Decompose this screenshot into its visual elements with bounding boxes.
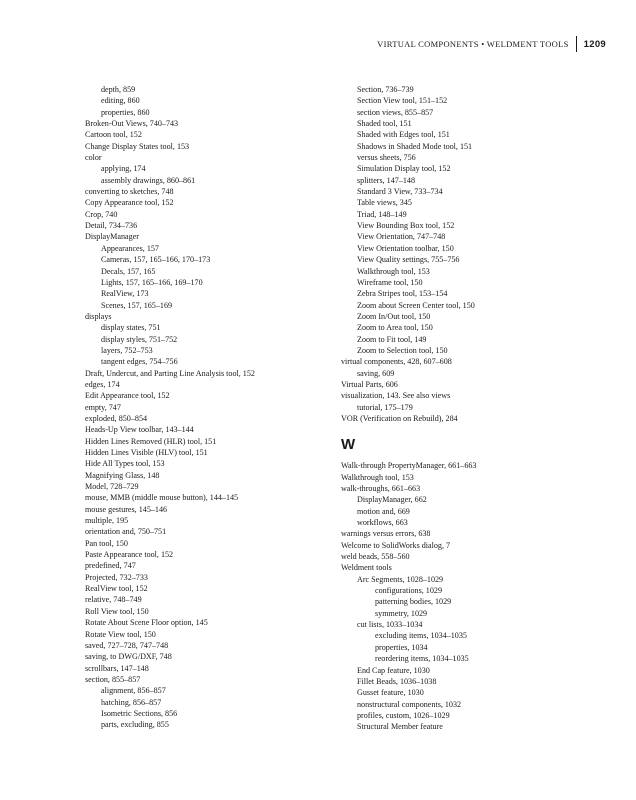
- index-entry: multiple, 195: [85, 516, 129, 526]
- index-subentry: Simulation Display tool, 152: [357, 164, 451, 174]
- index-subentry: Decals, 157, 165: [101, 266, 156, 276]
- index-subentry: Lights, 157, 165–166, 169–170: [101, 277, 203, 287]
- index-entry: visualization, 143. See also views: [341, 391, 451, 401]
- index-subentry: Structural Member feature: [357, 722, 443, 732]
- index-subentry: cut lists, 1033–1034: [357, 620, 423, 630]
- index-entry: Weldment tools: [341, 563, 392, 573]
- index-subentry: Gusset feature, 1030: [357, 688, 424, 698]
- index-subentry: splitters, 147–148: [357, 175, 416, 185]
- index-subentry: Arc Segments, 1028–1029: [357, 574, 444, 584]
- index-subentry: Zoom to Area tool, 150: [357, 323, 433, 333]
- index-subentry: properties, 1034: [375, 642, 428, 652]
- index-entry: Crop, 740: [85, 209, 118, 219]
- index-subentry: Scenes, 157, 165–169: [101, 300, 173, 310]
- index-subentry: Isometric Sections, 856: [101, 708, 178, 718]
- index-entry: Walk-through PropertyManager, 661–663: [341, 461, 477, 471]
- index-subentry: Section View tool, 151–152: [357, 96, 448, 106]
- index-subentry: assembly drawings, 860–861: [101, 175, 196, 185]
- index-entry: predefined, 747: [85, 561, 136, 571]
- index-entry: Broken-Out Views, 740–743: [85, 119, 179, 129]
- index-entry: mouse gestures, 145–146: [85, 504, 168, 514]
- index-entries-w: [341, 460, 601, 732]
- index-subentry: symmetry, 1029: [375, 608, 428, 618]
- index-entry: Cartoon tool, 152: [85, 130, 142, 140]
- running-title: VIRTUAL COMPONENTS • WELDMENT TOOLS: [377, 39, 569, 49]
- running-header: [377, 36, 606, 52]
- index-entry: Magnifying Glass, 148: [85, 470, 160, 480]
- index-subentry: editing, 860: [101, 96, 140, 106]
- index-subentry: View Bounding Box tool, 152: [357, 221, 455, 231]
- index-subentry: hatching, 856–857: [101, 697, 162, 707]
- index-subentry: View Quality settings, 755–756: [357, 255, 460, 265]
- index-entry: color: [85, 153, 102, 163]
- index-entry: Hidden Lines Visible (HLV) tool, 151: [85, 448, 208, 457]
- index-entry: Detail, 734–736: [85, 221, 138, 231]
- index-subentry: configurations, 1029: [375, 586, 442, 596]
- index-entry: Welcome to SolidWorks dialog, 7: [341, 540, 451, 550]
- index-entries-v: [341, 84, 601, 424]
- index-entry: walk-throughs, 661–663: [341, 484, 421, 493]
- index-entry: empty, 747: [85, 402, 121, 412]
- index-subentry: alignment, 856–857: [101, 686, 166, 696]
- index-subentry: depth, 859: [101, 85, 136, 94]
- index-subentry: Section, 736–739: [357, 85, 414, 94]
- index-entry: Hidden Lines Removed (HLR) tool, 151: [85, 436, 217, 446]
- index-entry: scrollbars, 147–148: [85, 663, 149, 673]
- index-subentry: versus sheets, 756: [357, 153, 416, 163]
- index-column-left: [85, 84, 335, 731]
- index-subentry: applying, 174: [101, 164, 146, 174]
- index-subentry: workflows, 663: [357, 518, 408, 528]
- index-subentry: display styles, 751–752: [101, 334, 178, 344]
- page-number: 1209: [583, 38, 606, 50]
- index-entry: Rotate View tool, 150: [85, 629, 156, 639]
- index-subentry: Table views, 345: [357, 198, 412, 208]
- index-entry: warnings versus errors, 638: [341, 529, 431, 539]
- index-entry: Paste Appearance tool, 152: [85, 550, 174, 560]
- index-entry: section, 855–857: [85, 674, 141, 684]
- index-entry: mouse, MMB (middle mouse button), 144–145: [85, 493, 239, 503]
- index-subentry: Shadows in Shaded Mode tool, 151: [357, 141, 473, 151]
- index-entry: displays: [85, 311, 112, 321]
- index-entry: Draft, Undercut, and Parting Line Analysis tool, 152: [85, 368, 255, 378]
- index-entry: Walkthrough tool, 153: [341, 472, 414, 482]
- section-letter-heading: W: [341, 436, 356, 454]
- index-subentry: View Orientation, 747–748: [357, 232, 446, 242]
- index-entry: orientation and, 750–751: [85, 527, 167, 537]
- index-entry: Hide All Types tool, 153: [85, 459, 165, 469]
- index-entry: VOR (Verification on Rebuild), 284: [341, 413, 458, 423]
- index-entry: Pan tool, 150: [85, 538, 128, 548]
- header-divider: [576, 36, 577, 52]
- index-column-right: [341, 84, 601, 733]
- index-subentry: reordering items, 1034–1035: [375, 654, 469, 664]
- index-subentry: properties, 860: [101, 107, 150, 117]
- index-subentry: Triad, 148–149: [357, 209, 407, 219]
- index-subentry: layers, 752–753: [101, 345, 153, 355]
- index-subentry: tutorial, 175–179: [357, 402, 413, 412]
- index-subentry: Cameras, 157, 165–166, 170–173: [101, 255, 211, 265]
- index-subentry: Shaded with Edges tool, 151: [357, 130, 450, 140]
- index-entry: weld beads, 558–560: [341, 552, 410, 562]
- index-entry: saved, 727–728, 747–748: [85, 640, 169, 650]
- index-subentry: Shaded tool, 151: [357, 119, 412, 129]
- index-subentry: Walkthrough tool, 153: [357, 266, 430, 276]
- index-subentry: nonstructural components, 1032: [357, 699, 462, 709]
- index-entry: Edit Appearance tool, 152: [85, 391, 170, 401]
- index-subentry: RealView, 173: [101, 289, 149, 299]
- index-entry: Change Display States tool, 153: [85, 141, 190, 151]
- index-entry: saving, to DWG/DXF, 748: [85, 652, 172, 662]
- index-entry: Copy Appearance tool, 152: [85, 198, 174, 208]
- index-subentry: Wireframe tool, 150: [357, 277, 423, 287]
- index-subentry: End Cap feature, 1030: [357, 665, 430, 675]
- index-subentry: excluding items, 1034–1035: [375, 631, 467, 641]
- index-entry: Heads-Up View toolbar, 143–144: [85, 425, 194, 435]
- index-entry: Rotate About Scene Floor option, 145: [85, 618, 208, 628]
- index-entry: Roll View tool, 150: [85, 606, 149, 616]
- index-entry: exploded, 850–854: [85, 413, 148, 423]
- index-subentry: patterning bodies, 1029: [375, 597, 452, 607]
- index-subentry: Zoom to Selection tool, 150: [357, 345, 448, 355]
- index-subentry: Appearances, 157: [101, 243, 159, 253]
- index-subentry: profiles, custom, 1026–1029: [357, 710, 450, 720]
- index-subentry: DisplayManager, 662: [357, 495, 427, 505]
- index-subentry: motion and, 669: [357, 506, 410, 516]
- index-subentry: tangent edges, 754–756: [101, 357, 178, 367]
- index-subentry: Standard 3 View, 733–734: [357, 187, 443, 197]
- index-subentry: saving, 609: [357, 368, 395, 378]
- index-entry: RealView tool, 152: [85, 584, 148, 594]
- index-subentry: section views, 855–857: [357, 107, 434, 117]
- index-subentry: parts, excluding, 855: [101, 720, 169, 730]
- index-entry: relative, 748–749: [85, 595, 142, 605]
- index-subentry: Zoom to Fit tool, 149: [357, 334, 427, 344]
- index-subentry: Zoom about Screen Center tool, 150: [357, 300, 475, 310]
- index-entry: converting to sketches, 748: [85, 187, 174, 197]
- index-subentry: Zebra Stripes tool, 153–154: [357, 289, 448, 299]
- index-subentry: View Orientation toolbar, 150: [357, 243, 454, 253]
- index-entry: Projected, 732–733: [85, 572, 148, 582]
- index-entry: Model, 728–729: [85, 482, 139, 492]
- index-subentry: display states, 751: [101, 323, 161, 333]
- index-subentry: Fillet Beads, 1036–1038: [357, 676, 437, 686]
- index-entry: Virtual Parts, 606: [341, 379, 398, 389]
- index-entry: edges, 174: [85, 379, 120, 389]
- index-entry: DisplayManager: [85, 232, 139, 242]
- index-entry: virtual components, 428, 607–608: [341, 357, 452, 367]
- index-subentry: Zoom In/Out tool, 150: [357, 311, 431, 321]
